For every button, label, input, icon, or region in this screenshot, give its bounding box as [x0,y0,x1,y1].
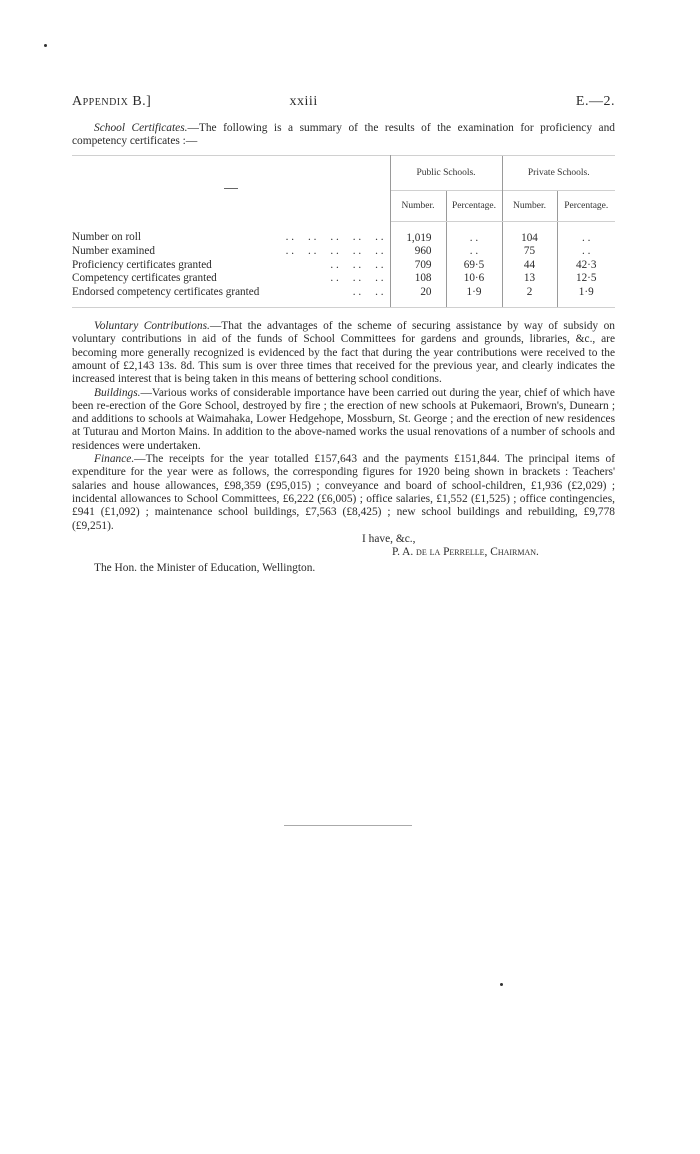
signature-line: P. A. de la Perrelle, Chairman. [392,546,539,559]
public-percentage: 1·9 [446,286,502,308]
buildings-paragraph [72,387,615,453]
row-label: Proficiency certificates granted . . . . . . [72,259,390,273]
page-number: xxiii [289,94,318,109]
ink-speck [500,983,503,986]
private-percentage: . . [557,245,615,259]
intro-paragraph [72,122,615,149]
public-percentage: . . [446,245,502,259]
row-label: Number on roll . . . . . . . . . . [72,221,390,245]
report-body [72,320,615,533]
public-number: 108 [414,272,432,285]
document-code: E.—2. [575,94,615,109]
section-text: —Various works of considerable importance have been carried out during the year, chief of which have been re-erection of the Gore School, destroyed by fire ; the erection of new schools at Pukemaori, Brown's, Dunearn ; and additions to schools at Waimahaka, Lower Hedgehope, Mossburn, St. George ; and the erection of new residences at Tuturau and Morton Mains. In addition to the above-named works the usual renovations of a number of schools and residences were undertaken. [72,386,615,452]
intro-text: —The following is a summary of the results of the examination for proficiency and competency certificates :— [72,122,615,148]
leader-dots: . . . . . . [330,272,384,285]
ink-speck [44,44,47,47]
closing-line: I have, &c., [362,532,416,545]
public-percentage: . . [446,221,502,245]
section-heading: Finance. [94,453,135,466]
subheader-private-percentage: Percentage. [557,190,615,221]
intro-heading: School Certificates. [94,122,188,134]
public-number: 960 [414,245,432,258]
finance-paragraph [72,453,615,533]
table-stub-header [72,155,390,221]
section-heading: Buildings. [94,386,141,399]
private-number: 13 [502,272,557,286]
document-page [72,94,615,574]
private-percentage: 1·9 [557,286,615,308]
group-header-private: Private Schools. [502,155,615,190]
public-percentage: 69·5 [446,259,502,273]
subheader-public-number: Number. [390,190,446,221]
row-label: Competency certificates granted . . . . . . [72,272,390,286]
private-percentage: 42·3 [557,259,615,273]
leader-dots: . . . . . . [330,258,384,271]
leader-dots: . . . . . . . . . . [285,245,384,258]
subheader-private-number: Number. [502,190,557,221]
private-percentage: . . [557,221,615,245]
section-text: —That the advantages of the scheme of securing assistance by way of subsidy on voluntary contributions in aid of the funds of School Committees for gardens and grounds, libraries, &c., are becoming more generally recognized is evidenced by the fact that during the year contributions were received to the amount of £2,143 13s. 8d. This sum is over three times that received for the previous year, and clearly indicates the increased interest that is being taken in this means of bettering school conditions. [72,320,615,386]
section-divider [284,825,412,826]
section-heading: Voluntary Contributions. [94,320,210,333]
voluntary-contributions-paragraph [72,320,615,386]
leader-dots: . . . . . . . . . . [285,231,384,244]
table-row [72,272,615,286]
page-header [72,94,615,110]
private-number: 2 [502,286,557,308]
addressee-line: The Hon. the Minister of Education, Wellington. [94,562,316,575]
signoff [72,533,615,560]
public-number: 20 [390,286,446,308]
row-label: Endorsed competency certificates granted . . . . [72,286,390,308]
leader-dots: . . . . [352,285,384,298]
public-number: 709 [414,258,432,271]
section-text: —The receipts for the year totalled £157,643 and the payments £151,844. The principal items of expenditure for the year were as follows, the corresponding figures for 1920 being shown in brackets : Teachers' salaries and house allowances, £98,359 (£95,015) ; conveyance and board of school-children, £1,936 (£2,029) ; incidental allowances to School Committees, £6,222 (£6,005) ; office salaries, £1,552 (£1,525) ; office contingencies, £941 (£1,092) ; maintenance school buildings, £7,563 (£8,425) ; new school buildings and rebuilding, £9,778 (£9,251). [72,453,615,532]
certificates-table [72,155,615,309]
public-number: 1,019 [406,231,432,244]
row-label: Number examined . . . . . . . . . . [72,245,390,259]
public-percentage: 10·6 [446,272,502,286]
private-number: 104 [502,221,557,245]
private-number: 44 [502,259,557,273]
private-number: 75 [502,245,557,259]
table-row [72,221,615,245]
table-row [72,286,615,308]
private-percentage: 12·5 [557,272,615,286]
table-row [72,259,615,273]
subheader-public-percentage: Percentage. [446,190,502,221]
group-header-public: Public Schools. [390,155,502,190]
appendix-label: Appendix B.] [72,94,152,109]
table-row [72,245,615,259]
